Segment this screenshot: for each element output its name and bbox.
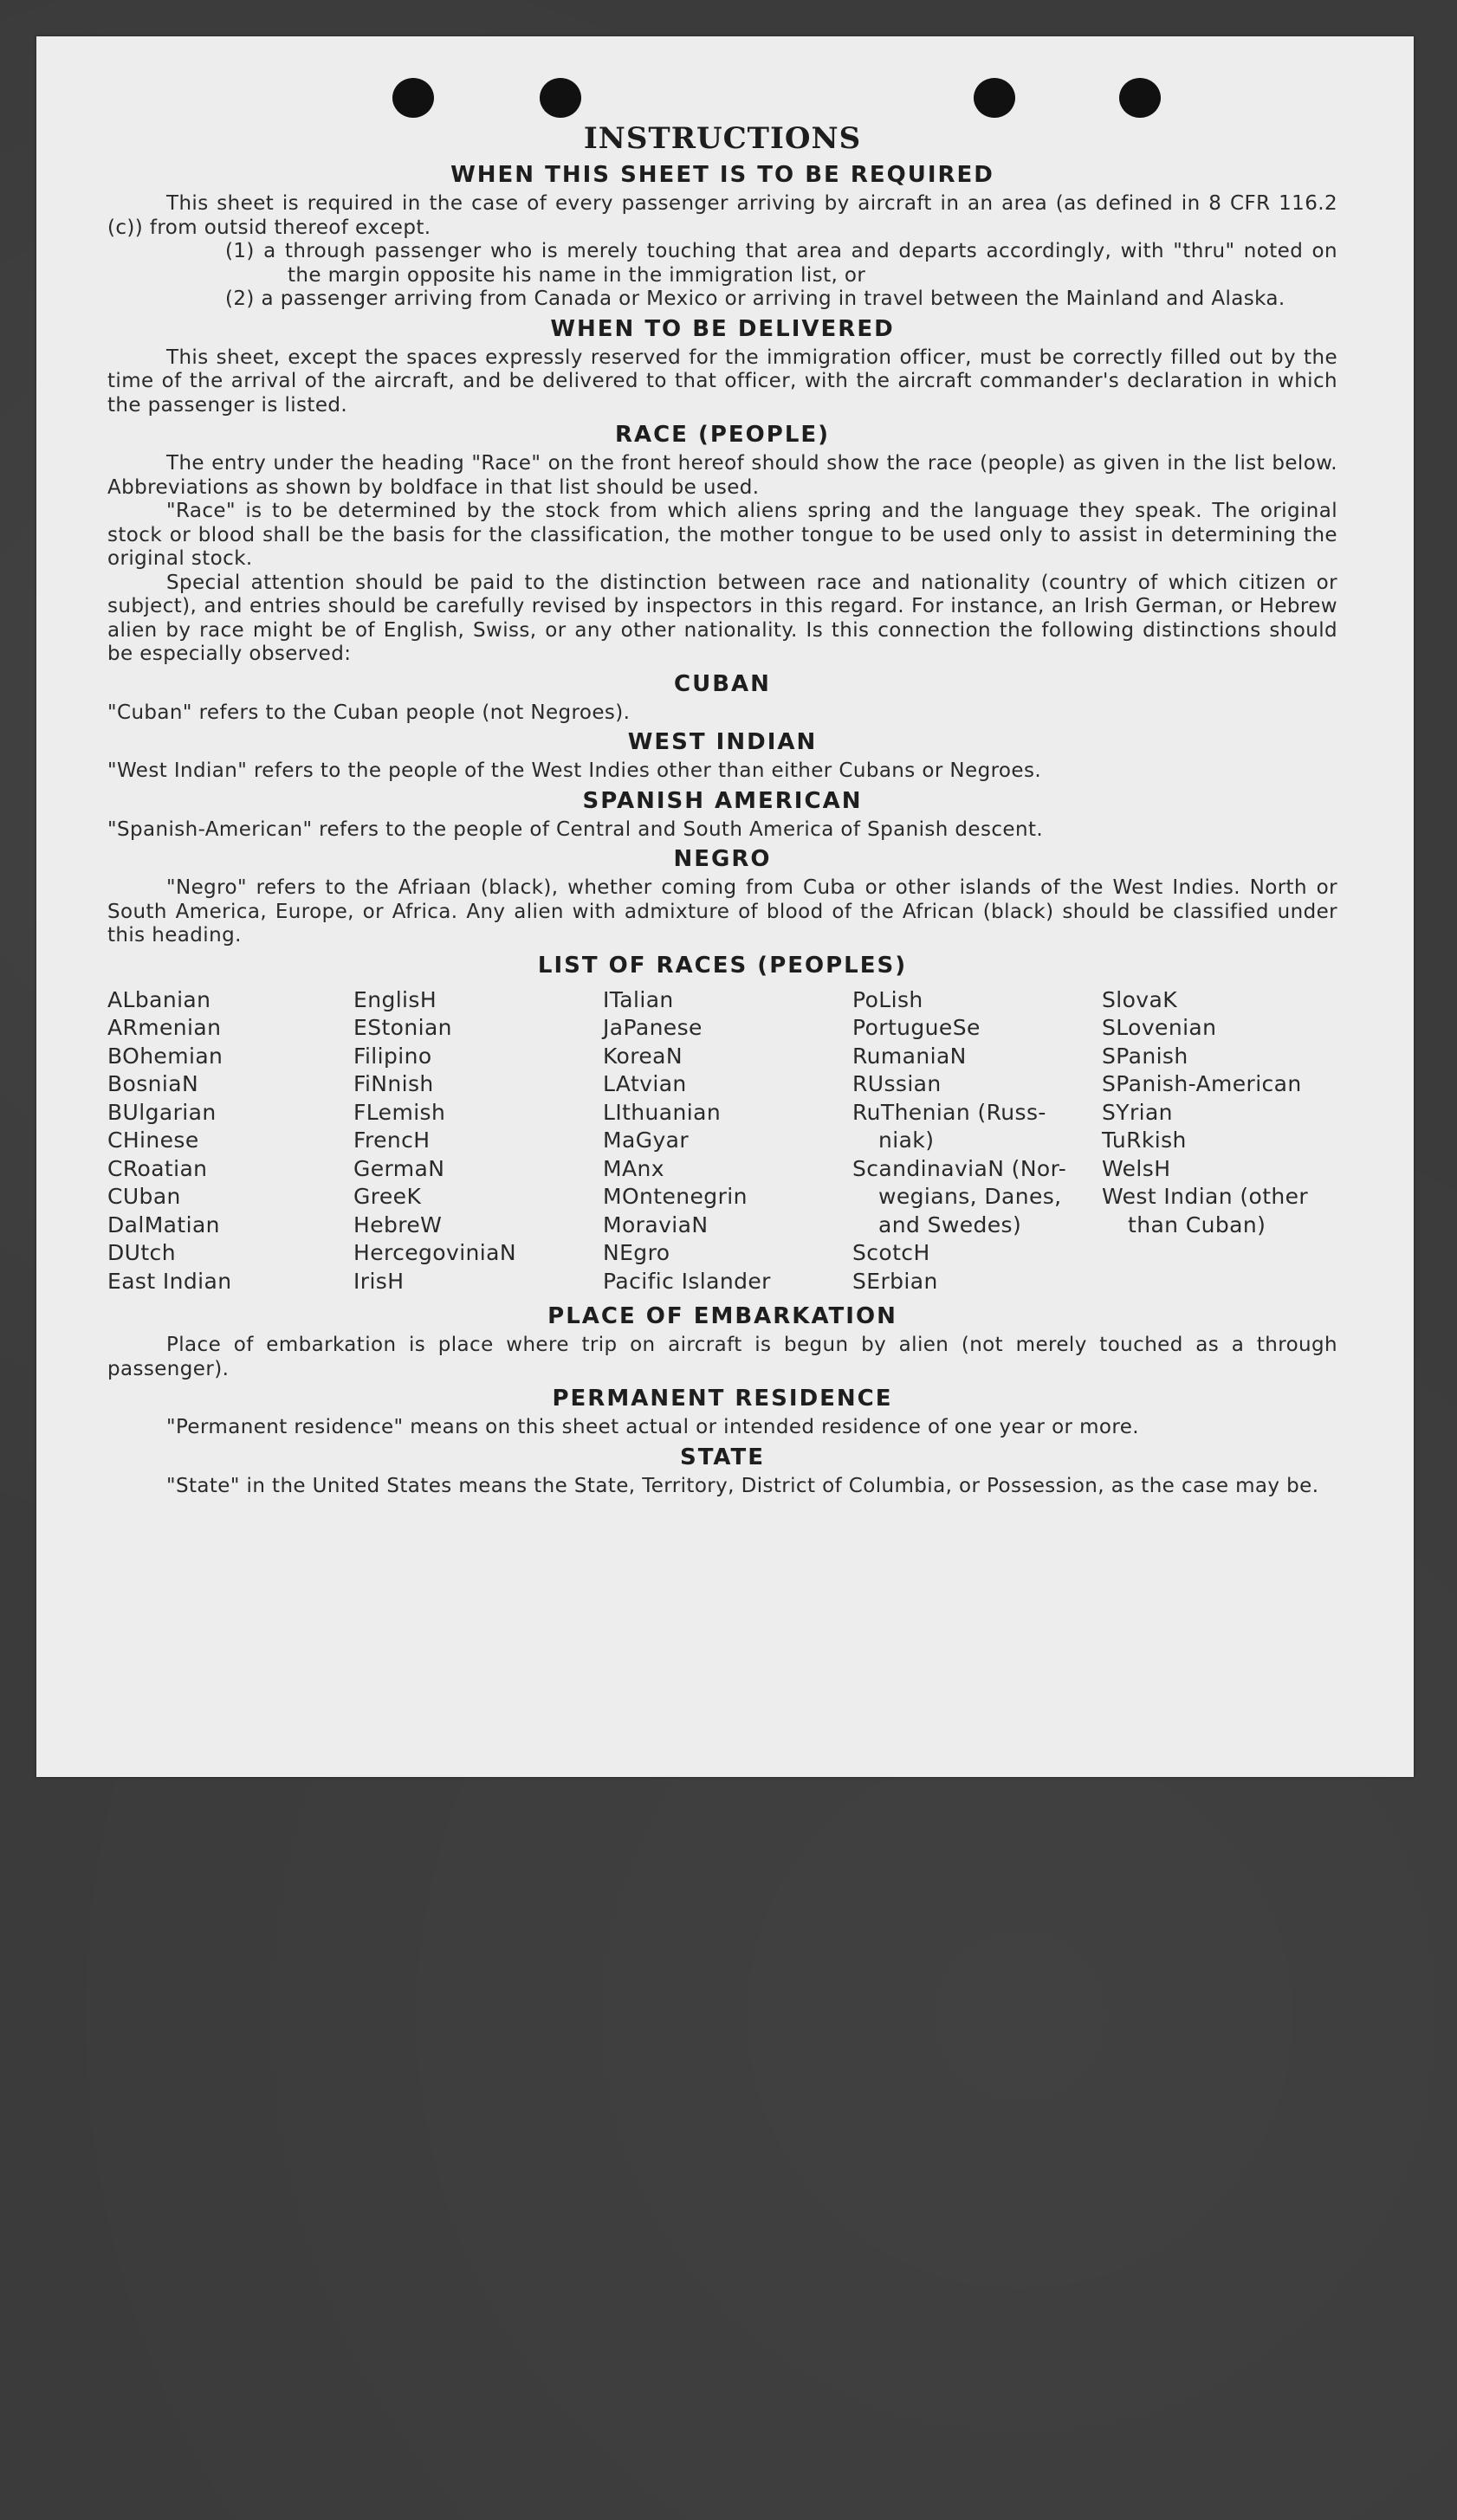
race-list-column: [603, 986, 852, 1296]
heading-negro: NEGRO: [673, 846, 772, 872]
race-list-item: FrencH: [353, 1128, 431, 1153]
heading-state: STATE: [679, 1444, 766, 1470]
race-list-item: BosniaN: [107, 1071, 199, 1096]
race-list-item: BUlgarian: [107, 1099, 217, 1125]
race-list-item: Pacific Islander: [603, 1268, 771, 1294]
page-title: INSTRUCTIONS: [583, 121, 862, 156]
race-paragraph: "Race" is to be determined by the stock from which aliens spring and the language they speak. The original stock or blood shall be the basis for the classification, the mother tongue to be used only to assist in determining the original stock.: [107, 500, 1337, 570]
required-exception-2: (2) a passenger arriving from Canada or Mexico or arriving in travel between the Mainland and Alaska.: [225, 288, 1285, 310]
race-list-item: MAnx: [603, 1155, 664, 1181]
race-list-item: HebreW: [353, 1212, 443, 1237]
race-list-item: wegians, Danes,: [878, 1184, 1062, 1209]
heading-west-indian: WEST INDIAN: [627, 729, 818, 755]
negro-text: "Negro" refers to the Afriaan (black), whether coming from Cuba or other islands of the West Indies. North or South America, Europe, or Africa. Any alien with admixture of blood of the African (black) should be classified under this heading.: [107, 876, 1337, 947]
race-paragraph: The entry under the heading "Race" on the front hereof should show the race (people) as given in the list below. Abbreviations as shown by boldface in that list should be used.: [107, 452, 1337, 499]
race-list-item: PoLish: [852, 986, 923, 1012]
heading-cuban: CUBAN: [674, 670, 771, 697]
delivered-text: This sheet, except the spaces expressly reserved for the immigration officer, must be correctly filled out by the time of the arrival of the aircraft, and be delivered to that officer, with the aircraft commander's declaration in which the passenger is listed.: [107, 346, 1337, 417]
heading-required: WHEN THIS SHEET IS TO BE REQUIRED: [450, 162, 994, 188]
cuban-text: "Cuban" refers to the Cuban people (not Negroes).: [107, 701, 631, 724]
race-list-item: MOntenegrin: [603, 1184, 748, 1209]
state-text: "State" in the United States means the State, Territory, District of Columbia, or Possession, as the case may be.: [166, 1474, 1319, 1497]
race-list-item: East Indian: [107, 1268, 232, 1294]
race-list-item: SYrian: [1102, 1099, 1173, 1125]
race-list-item: ITalian: [603, 986, 674, 1012]
race-list-item: ALbanian: [107, 986, 211, 1012]
residence-text: "Permanent residence" means on this sheet actual or intended residence of one year or more.: [166, 1416, 1139, 1438]
race-list: [107, 986, 1337, 1296]
race-list-item: EnglisH: [353, 986, 437, 1012]
race-list-item: niak): [878, 1128, 935, 1153]
instruction-sheet: [36, 36, 1414, 1777]
sheet-content: [107, 120, 1337, 1498]
race-list-column: [1102, 986, 1362, 1296]
race-list-item: CHinese: [107, 1128, 199, 1153]
race-list-item: IrisH: [353, 1268, 405, 1294]
race-list-item: FLemish: [353, 1099, 446, 1125]
spanish-american-text: "Spanish-American" refers to the people of Central and South America of Spanish descent.: [107, 817, 1044, 841]
race-list-item: NEgro: [603, 1240, 670, 1265]
race-list-item: CRoatian: [107, 1155, 208, 1181]
race-list-item: BOhemian: [107, 1043, 223, 1069]
heading-embarkation: PLACE OF EMBARKATION: [547, 1303, 897, 1329]
race-list-item: SErbian: [852, 1268, 938, 1294]
race-list-item: SPanish: [1102, 1043, 1188, 1069]
race-list-item: RumaniaN: [852, 1043, 967, 1069]
race-list-item: LIthuanian: [603, 1099, 722, 1125]
west-indian-text: "West Indian" refers to the people of the West Indies other than either Cubans or Negroes.: [107, 759, 1042, 782]
race-list-item: DUtch: [107, 1240, 176, 1265]
required-intro: This sheet is required in the case of every passenger arriving by aircraft in an area (as defined in 8 CFR 116.2 (c)) from outsid thereof except.: [107, 192, 1337, 239]
punch-hole: [974, 78, 1015, 118]
punch-hole: [1119, 78, 1161, 118]
race-list-item: RUssian: [852, 1071, 942, 1096]
race-list-item: West Indian (other: [1102, 1184, 1309, 1209]
race-list-item: MoraviaN: [603, 1212, 709, 1237]
race-list-item: EStonian: [353, 1015, 452, 1040]
race-list-item: TuRkish: [1102, 1128, 1187, 1153]
race-list-item: CUban: [107, 1184, 181, 1209]
required-exception-1: (1) a through passenger who is merely touching that area and departs accordingly, with "thru" noted on the margin opposite his name in the immigration list, or: [225, 240, 1337, 287]
race-list-item: Filipino: [353, 1043, 432, 1069]
race-list-item: WelsH: [1102, 1155, 1171, 1181]
race-list-item: SLovenian: [1102, 1015, 1217, 1040]
heading-delivered: WHEN TO BE DELIVERED: [550, 315, 895, 342]
embarkation-text: Place of embarkation is place where trip on aircraft is begun by alien (not merely touched as a through passenger).: [107, 1334, 1337, 1380]
race-list-item: LAtvian: [603, 1071, 687, 1096]
race-paragraph: Special attention should be paid to the distinction between race and nationality (country of which citizen or subject), and entries should be carefully revised by inspectors in this regard. For instance, an Irish German, or Hebrew alien by race might be of English, Swiss, or any other nationality. Is this connection the following distinctions should be especially observed:: [107, 571, 1337, 665]
race-list-item: and Swedes): [878, 1212, 1022, 1237]
race-list-item: JaPanese: [603, 1015, 703, 1040]
race-list-item: than Cuban): [1128, 1212, 1266, 1237]
race-list-item: SPanish-American: [1102, 1071, 1302, 1096]
race-list-column: [852, 986, 1102, 1296]
race-list-item: GreeK: [353, 1184, 422, 1209]
race-list-item: HercegoviniaN: [353, 1240, 516, 1265]
race-list-column: [107, 986, 353, 1296]
heading-spanish-american: SPANISH AMERICAN: [582, 787, 863, 814]
heading-residence: PERMANENT RESIDENCE: [552, 1386, 893, 1412]
punch-hole: [392, 78, 434, 118]
race-list-item: MaGyar: [603, 1128, 690, 1153]
race-list-item: SlovaK: [1102, 986, 1178, 1012]
race-list-item: ScotcH: [852, 1240, 930, 1265]
race-list-item: RuThenian (Russ-: [852, 1099, 1046, 1125]
punch-hole: [540, 78, 581, 118]
heading-race: RACE (PEOPLE): [614, 422, 831, 448]
race-list-item: DalMatian: [107, 1212, 220, 1237]
race-list-item: ARmenian: [107, 1015, 222, 1040]
race-list-column: [353, 986, 603, 1296]
race-list-item: ScandinaviaN (Nor-: [852, 1155, 1067, 1181]
race-list-item: FiNnish: [353, 1071, 434, 1096]
race-list-item: PortugueSe: [852, 1015, 981, 1040]
heading-race-list: LIST OF RACES (PEOPLES): [537, 952, 908, 979]
race-list-item: GermaN: [353, 1155, 445, 1181]
race-list-item: KoreaN: [603, 1043, 683, 1069]
